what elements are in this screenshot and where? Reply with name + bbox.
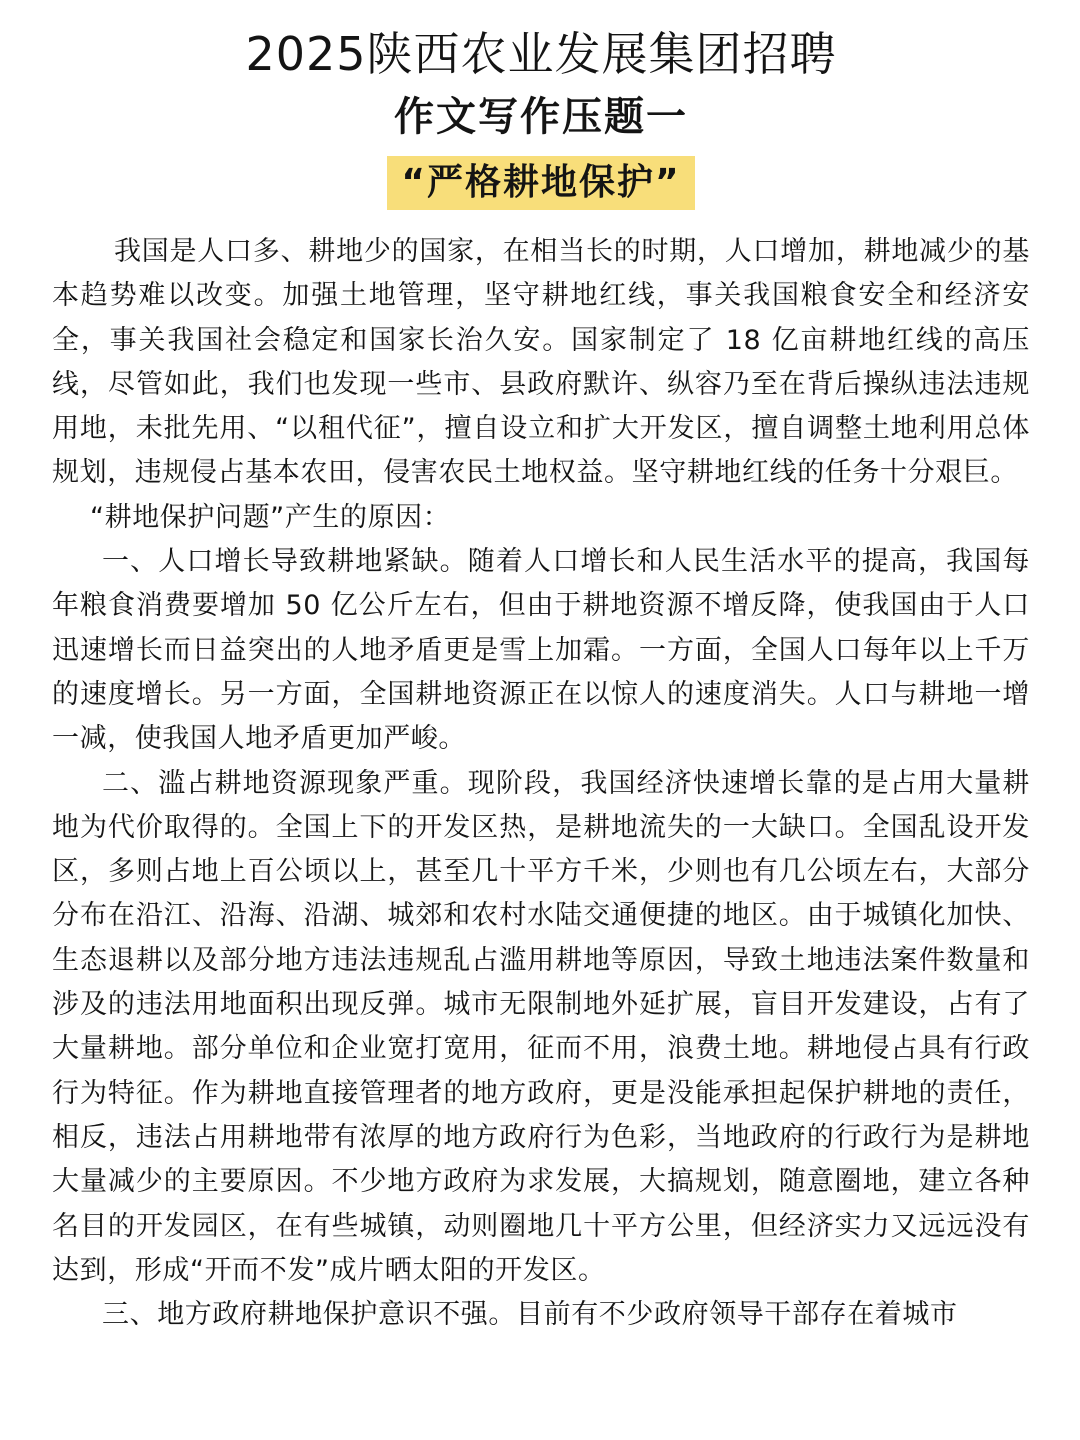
- paragraph-intro: 我国是人口多、耕地少的国家，在相当长的时期，人口增加，耕地减少的基本趋势难以改变。加强土地管理，坚守耕地红线，事关我国粮食安全和经济安全，事关我国社会稳定和国家长治久安。国家制定了 18 亿亩耕地红线的高压线，尽管如此，我们也发现一些市、县政府默许、纵容乃至在背后操纵违法违规用地，未批先用、“以租代征”，擅自设立和扩大开发区，擅自调整土地利用总体规划，违规侵占基本农田，侵害农民土地权益。坚守耕地红线的任务十分艰巨。: [52, 236, 1030, 489]
- document-title: 2025陕西农业发展集团招聘: [245, 27, 837, 81]
- paragraph-cause-one: 一、人口增长导致耕地紧缺。随着人口增长和人民生活水平的提高，我国每年粮食消费要增加 50 亿公斤左右，但由于耕地资源不增反降，使我国由于人口迅速增长而日益突出的人地矛盾更是雪上加霜。一方面，全国人口每年以上千万的速度增长。另一方面，全国耕地资源正在以惊人的速度消失。人口与耕地一增一减，使我国人地矛盾更加严峻。: [52, 546, 1030, 755]
- paragraph-causes-heading: “耕地保护问题”产生的原因：: [90, 501, 451, 533]
- article-body: [52, 230, 1030, 1337]
- paragraph-cause-three: 三、地方政府耕地保护意识不强。目前有不少政府领导干部存在着城市: [102, 1299, 958, 1331]
- document-subtitle: 作文写作压题一: [394, 94, 688, 140]
- topic-highlight: “严格耕地保护”: [387, 156, 694, 210]
- paragraph-cause-two: 二、滥占耕地资源现象严重。现阶段，我国经济快速增长靠的是占用大量耕地为代价取得的。全国上下的开发区热，是耕地流失的一大缺口。全国乱设开发区，多则占地上百公顷以上，甚至几十平方千米，少则也有几公顷左右，大部分分布在沿江、沿海、沿湖、城郊和农村水陆交通便捷的地区。由于城镇化加快、生态退耕以及部分地方违法违规乱占滥用耕地等原因，导致土地违法案件数量和涉及的违法用地面积出现反弹。城市无限制地外延扩展，盲目开发建设，占有了大量耕地。部分单位和企业宽打宽用，征而不用，浪费土地。耕地侵占具有行政行为特征。作为耕地直接管理者的地方政府，更是没能承担起保护耕地的责任，相反，违法占用耕地带有浓厚的地方政府行为色彩，当地政府的行政行为是耕地大量减少的主要原因。不少地方政府为求发展，大搞规划，随意圈地，建立各种名目的开发园区，在有些城镇，动则圈地几十平方公里，但经济实力又远远没有达到，形成“开而不发”成片晒太阳的开发区。: [52, 767, 1030, 1286]
- topic-banner: [52, 156, 1030, 210]
